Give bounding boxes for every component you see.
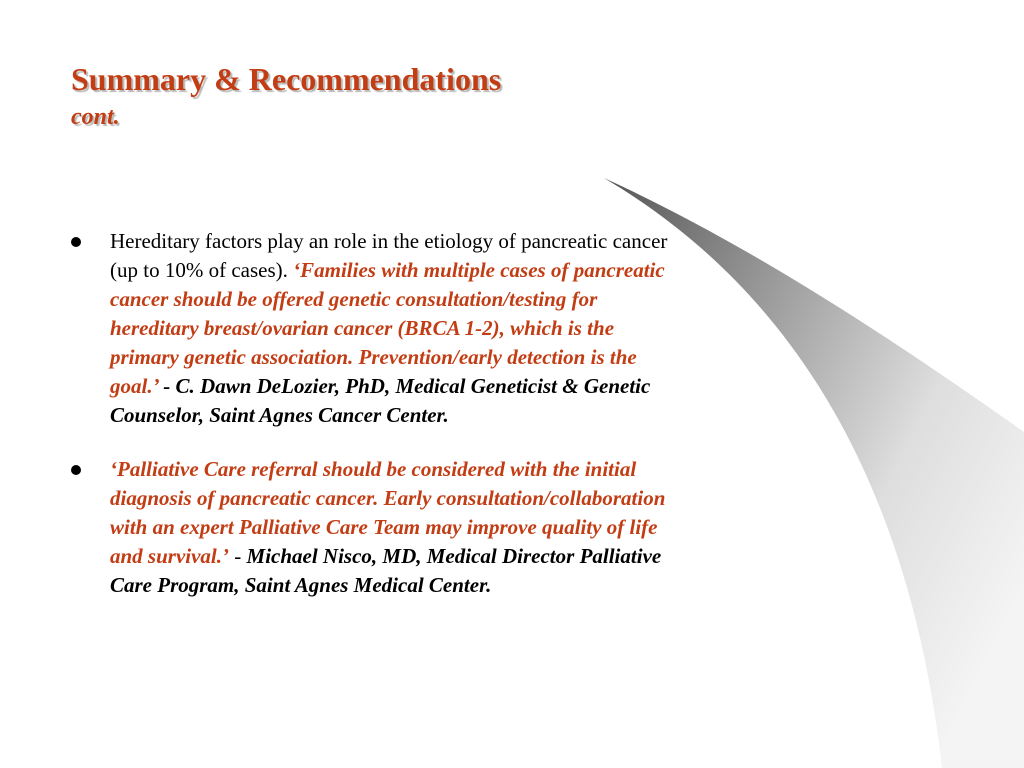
bullet-text: Hereditary factors play an role in the etiology of pancreatic cancer (up to 10% of cases).: [110, 229, 668, 282]
slide-subtitle: cont.: [71, 104, 120, 130]
bullet-list: [71, 227, 686, 600]
bullet-attribution: - C. Dawn DeLozier, PhD, Medical Geneticist & Genetic Counselor, Saint Agnes Cancer Center.: [110, 374, 651, 427]
bullet-quote: ‘Families with multiple cases of pancreatic cancer should be offered genetic consultation/testing for hereditary breast/ovarian cancer (BRCA 1-2), which is the primary genetic association. Prevention/early detection is the goal.’: [110, 258, 665, 398]
bullet-dash: -: [229, 544, 247, 568]
bullet-attribution: Michael Nisco, MD, Medical Director Palliative Care Program, Saint Agnes Medical Center.: [110, 544, 662, 597]
bullet-dot-icon: [71, 465, 81, 475]
bullet-item-palliative: [71, 455, 686, 600]
bullet-item-hereditary: [71, 227, 686, 430]
bullet-quote: ‘Palliative Care referral should be considered with the initial diagnosis of pancreatic cancer. Early consultation/collaboration with an expert Palliative Care Team may improve quality of life and survival.’: [110, 457, 666, 568]
slide-title: Summary & Recommendations: [71, 61, 502, 97]
bullet-dot-icon: [71, 237, 81, 247]
